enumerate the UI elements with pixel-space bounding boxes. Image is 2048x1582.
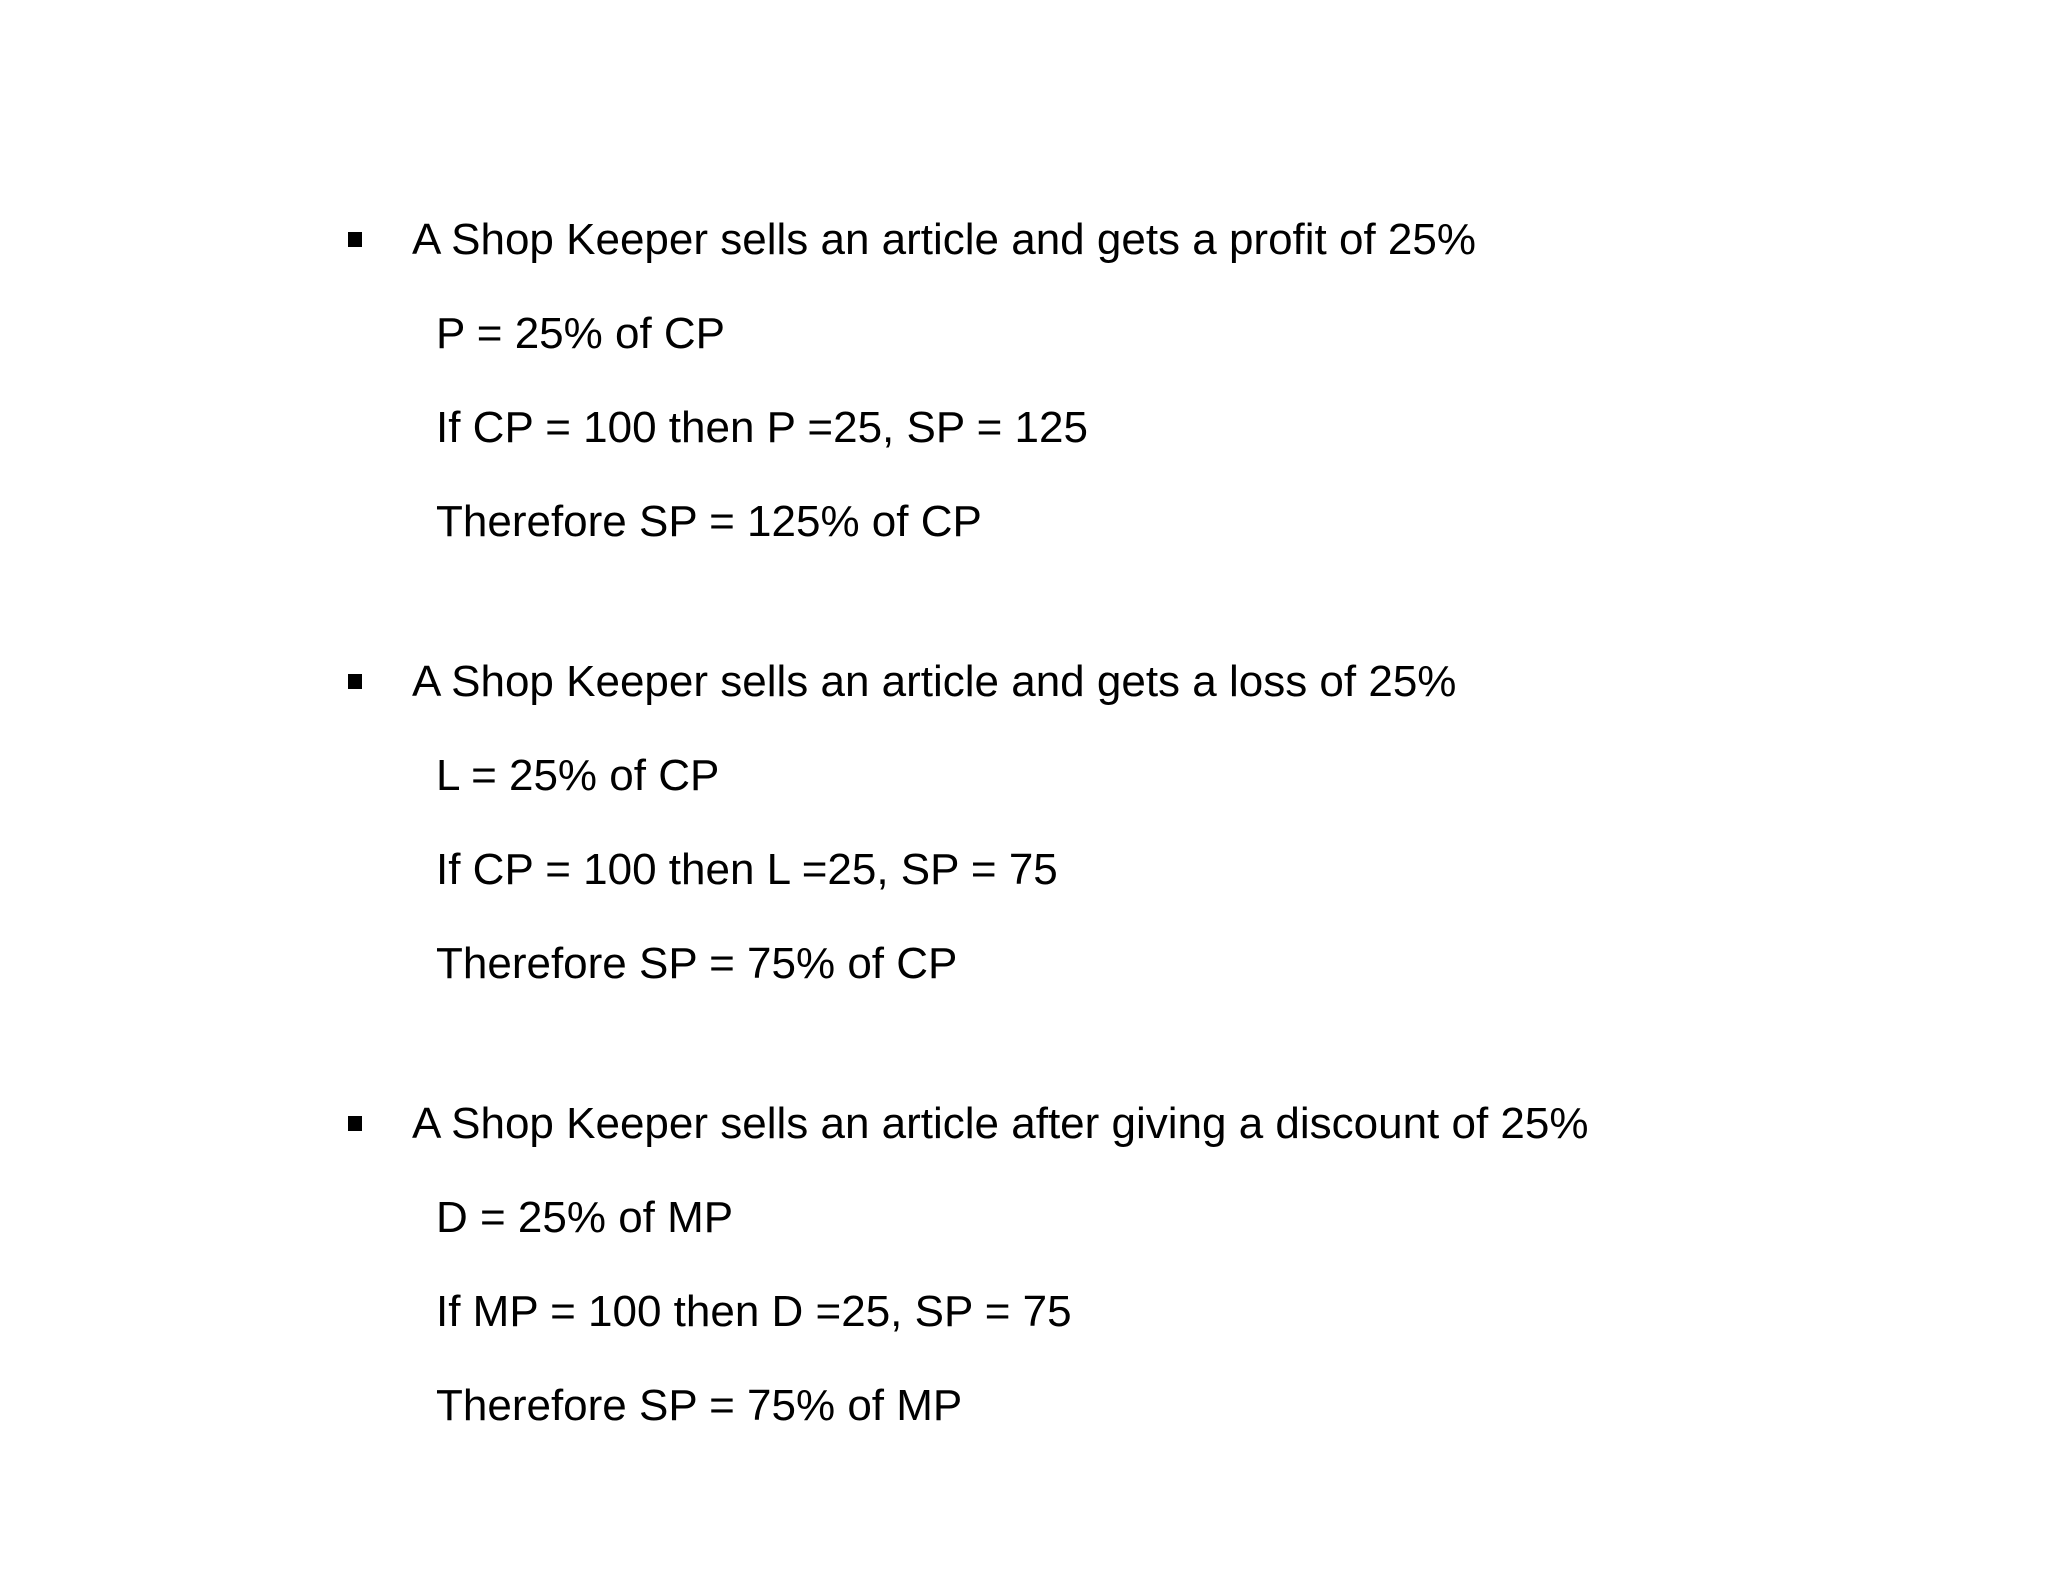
example-line: If MP = 100 then D =25, SP = 75	[436, 1287, 1072, 1336]
formula-line: P = 25% of CP	[436, 309, 726, 358]
bullet-heading: A Shop Keeper sells an article and gets a profit of 25%	[412, 215, 1476, 264]
example-line: If CP = 100 then P =25, SP = 125	[436, 403, 1088, 452]
bullet-item	[340, 652, 1840, 712]
square-bullet-icon	[348, 674, 362, 689]
profit-section	[340, 210, 1840, 552]
conclusion-line: Therefore SP = 75% of MP	[436, 1381, 963, 1430]
conclusion-line: Therefore SP = 75% of CP	[436, 939, 958, 988]
loss-section	[340, 652, 1840, 994]
square-bullet-icon	[348, 232, 362, 247]
formula-line: D = 25% of MP	[436, 1193, 734, 1242]
bullet-item	[340, 210, 1840, 270]
example-line: If CP = 100 then L =25, SP = 75	[436, 845, 1058, 894]
bullet-item	[340, 1094, 1840, 1154]
square-bullet-icon	[348, 1116, 362, 1131]
conclusion-line: Therefore SP = 125% of CP	[436, 497, 982, 546]
formula-line: L = 25% of CP	[436, 751, 720, 800]
bullet-heading: A Shop Keeper sells an article and gets a loss of 25%	[412, 657, 1457, 706]
discount-section	[340, 1094, 1840, 1436]
bullet-heading: A Shop Keeper sells an article after giving a discount of 25%	[412, 1099, 1589, 1148]
